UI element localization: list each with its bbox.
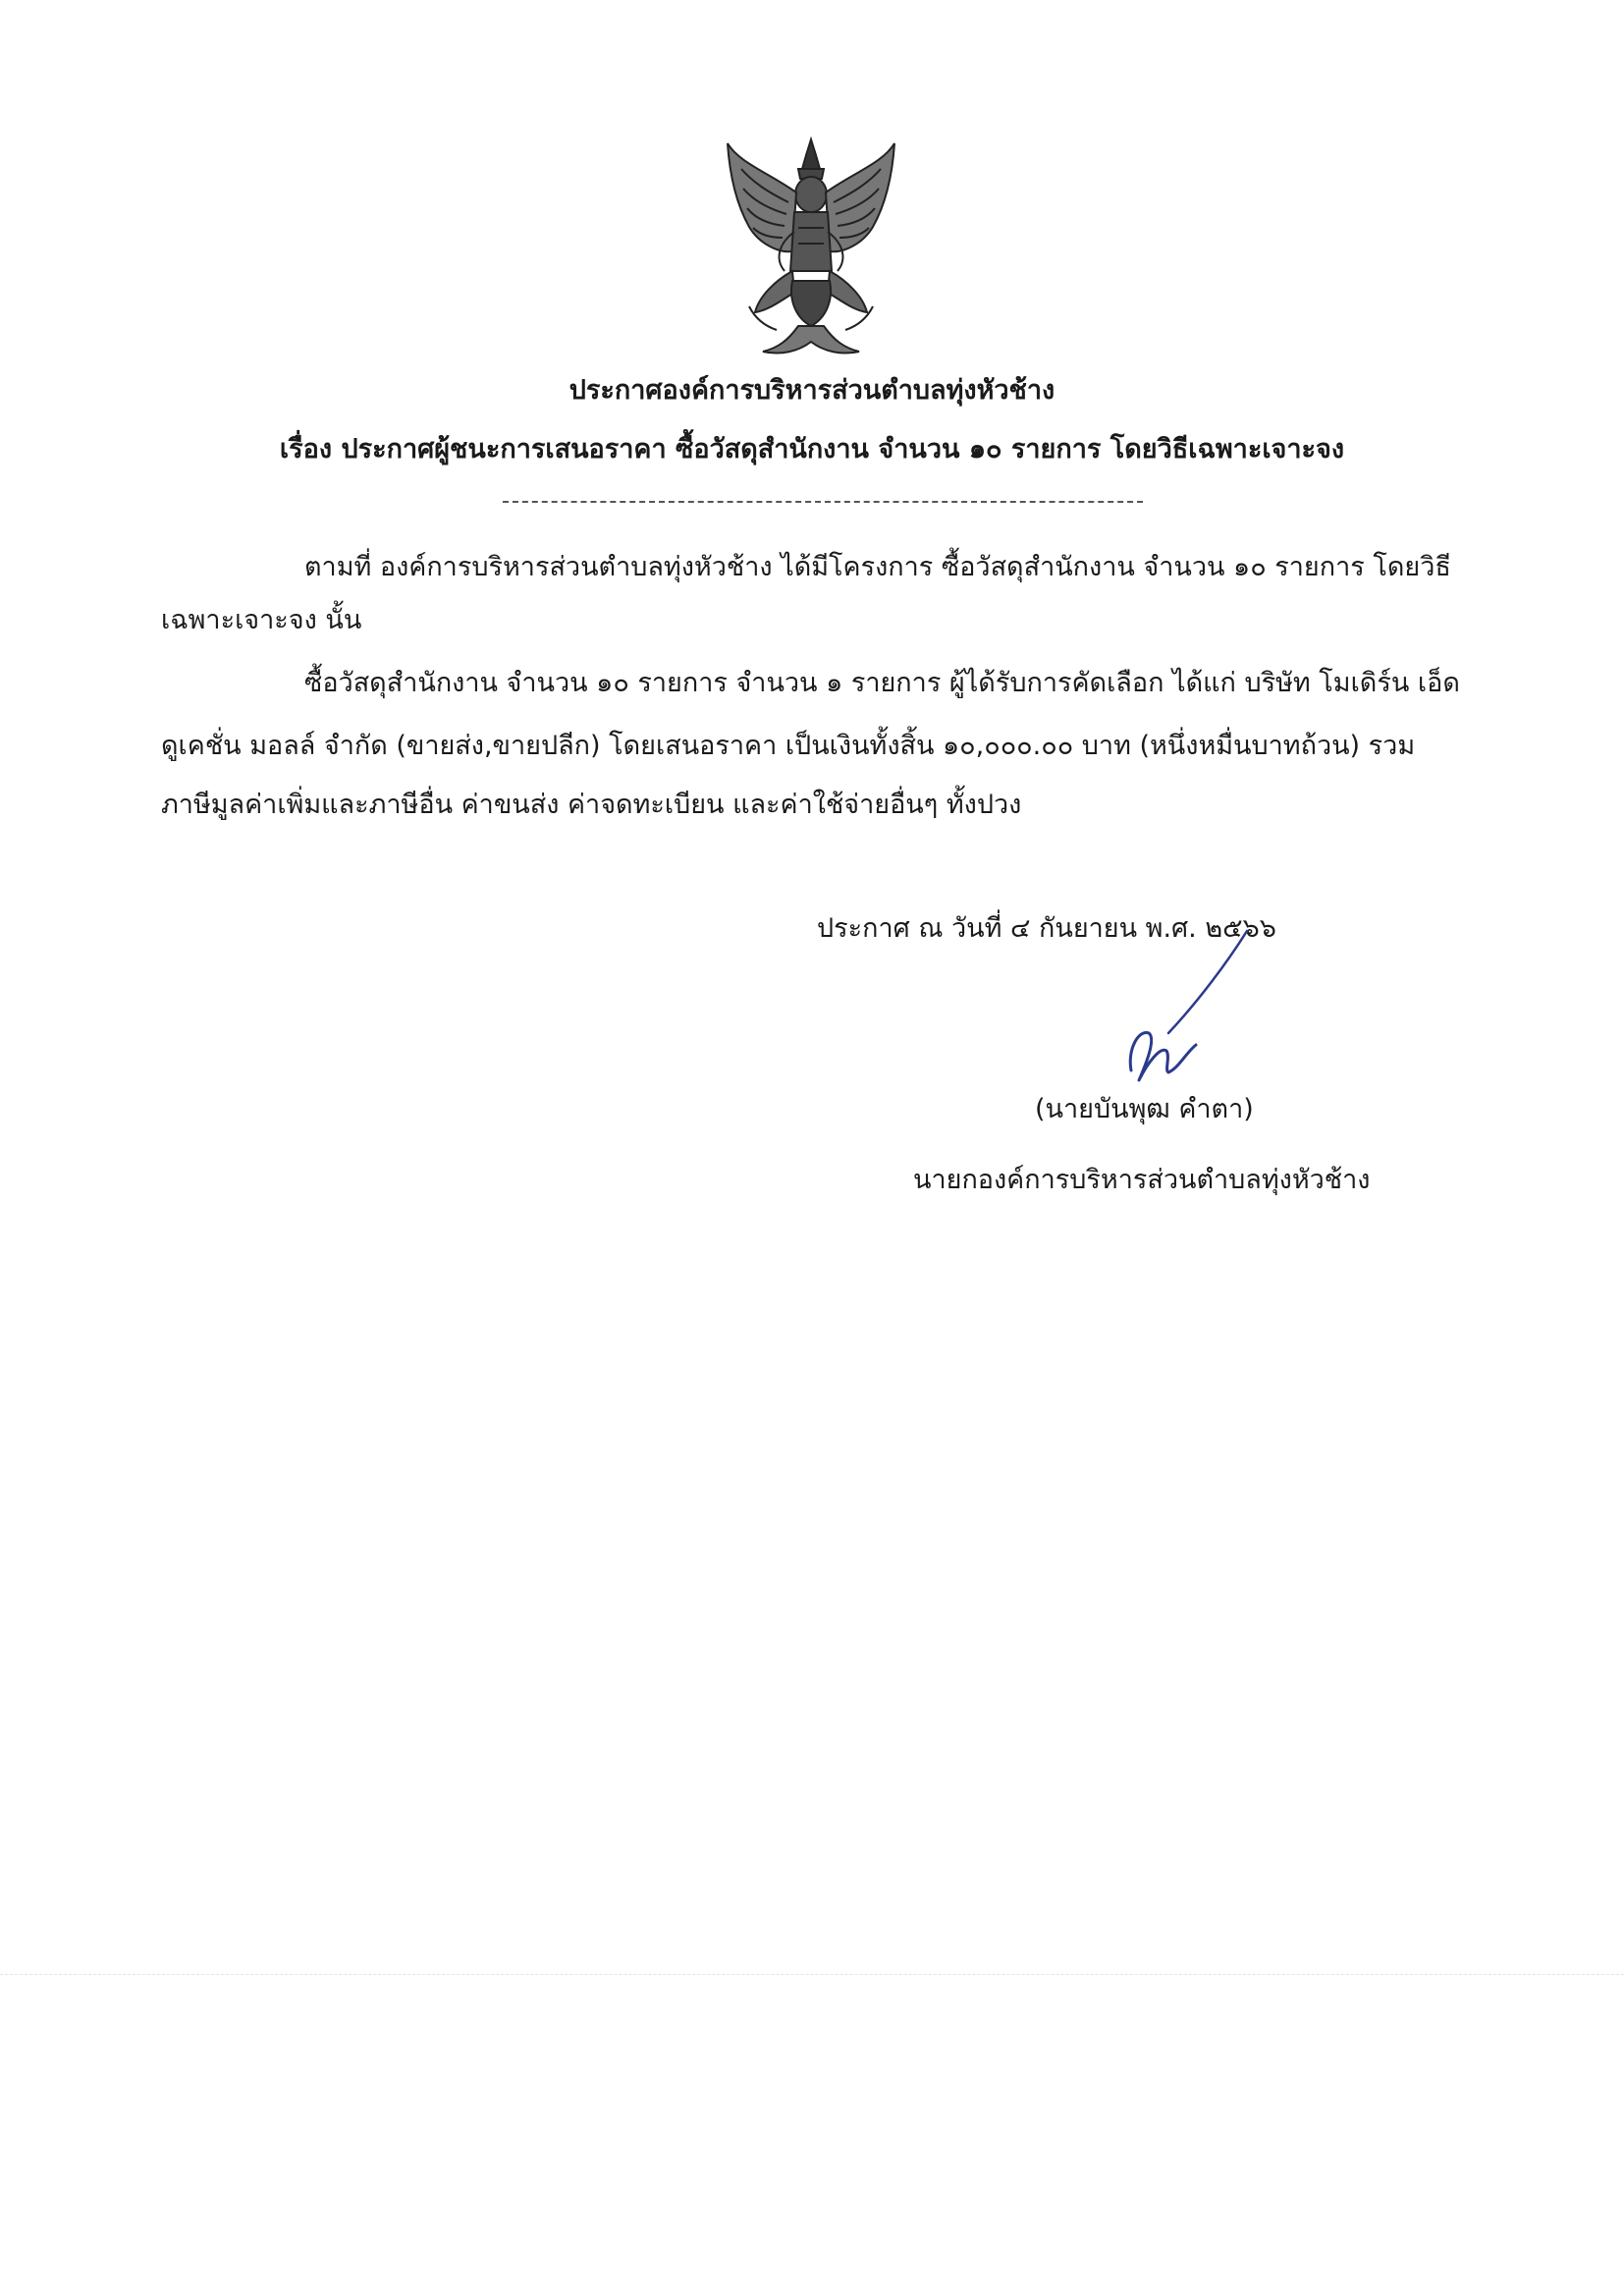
paragraph-2-line-2: ดูเคชั่น มอลล์ จำกัด (ขายส่ง,ขายปลีก) โดยเสนอราคา เป็นเงินทั้งสิ้น ๑๐,๐๐๐.๐๐ บาท (หนึ่งหมื่นบาทถ้วน) รวม (161, 731, 1416, 761)
announcement-subject: เรื่อง ประกาศผู้ชนะการเสนอราคา ซื้อวัสดุสำนักงาน จำนวน ๑๐ รายการ โดยวิธีเฉพาะเจาะจง (279, 434, 1345, 465)
scan-artifact-line (0, 1974, 1624, 1975)
garuda-emblem-icon (720, 134, 902, 365)
paragraph-2-line-3: ภาษีมูลค่าเพิ่มและภาษีอื่น ค่าขนส่ง ค่าจดทะเบียน และค่าใช้จ่ายอื่นๆ ทั้งปวง (161, 790, 1022, 820)
signature (1110, 923, 1286, 1100)
paragraph-1-line-2: เฉพาะเจาะจง นั้น (161, 605, 362, 635)
signer-name: (นายบันพุฒ คำตา) (1035, 1094, 1254, 1124)
signer-position: นายกองค์การบริหารส่วนตำบลทุ่งหัวช้าง (913, 1165, 1371, 1195)
header-divider (503, 501, 1143, 503)
paragraph-2-line-1: ซื้อวัสดุสำนักงาน จำนวน ๑๐ รายการ จำนวน ๑ รายการ ผู้ได้รับการคัดเลือก ได้แก่ บริษัท โมเดิร์น เอ็ด (304, 668, 1460, 698)
announcement-title: ประกาศองค์การบริหารส่วนตำบลทุ่งหัวช้าง (568, 375, 1056, 406)
paragraph-1-line-1: ตามที่ องค์การบริหารส่วนตำบลทุ่งหัวช้าง ได้มีโครงการ ซื้อวัสดุสำนักงาน จำนวน ๑๐ รายการ โดยวิธี (304, 552, 1451, 582)
announcement-date: ประกาศ ณ วันที่ ๔ กันยายน พ.ศ. ๒๕๖๖ (817, 913, 1276, 944)
